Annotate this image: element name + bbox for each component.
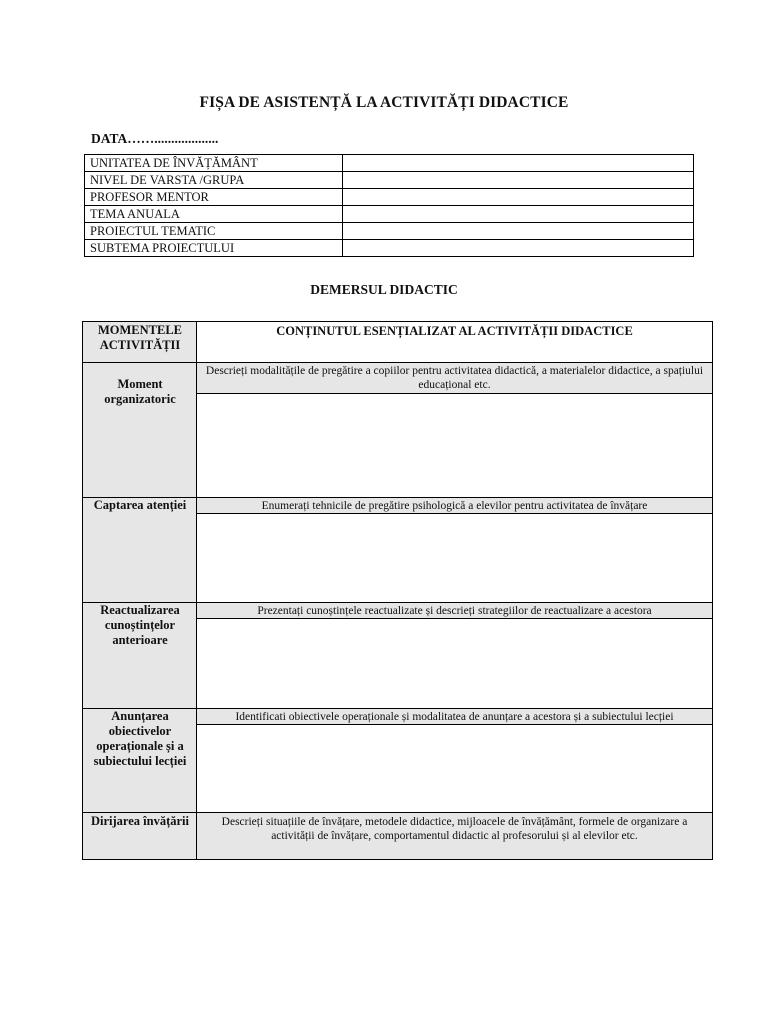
moment-label: Captarea atenției bbox=[93, 498, 187, 512]
row-prompt: Descrieți situațiile de învățare, metodele didactice, mijloacele de învățământ, formele de organizare a activității de învățare, comportamentul didactic al profesorului și al elevilor etc. bbox=[197, 813, 712, 859]
info-value[interactable] bbox=[343, 223, 694, 240]
info-value[interactable] bbox=[343, 240, 694, 257]
info-label: PROFESOR MENTOR bbox=[85, 189, 343, 206]
page-title: FIȘA DE ASISTENȚĂ LA ACTIVITĂȚI DIDACTICE bbox=[199, 94, 569, 111]
info-value[interactable] bbox=[343, 172, 694, 189]
info-label: TEMA ANUALA bbox=[85, 206, 343, 223]
info-label: UNITATEA DE ÎNVĂȚĂMÂNT bbox=[85, 155, 343, 172]
activity-table bbox=[82, 321, 713, 860]
info-label: SUBTEMA PROIECTULUI bbox=[85, 240, 343, 257]
col2-header: CONȚINUTUL ESENȚIALIZAT AL ACTIVITĂȚII DIDACTICE bbox=[276, 324, 633, 338]
info-row bbox=[85, 155, 694, 172]
info-table bbox=[84, 154, 694, 257]
info-label: NIVEL DE VARSTA /GRUPA bbox=[85, 172, 343, 189]
row-prompt: Descrieți modalitățile de pregătire a copiilor pentru activitatea didactică, a materialelor didactice, a spațiului educațional etc. bbox=[197, 363, 712, 394]
row-prompt: Enumerați tehnicile de pregătire psihologică a elevilor pentru activitatea de învățare bbox=[197, 498, 712, 514]
divider bbox=[197, 393, 712, 394]
divider bbox=[197, 724, 712, 725]
moment-label: Reactualizarea cunoștințelor anterioare bbox=[100, 603, 180, 647]
divider bbox=[197, 618, 712, 619]
info-label: PROIECTUL TEMATIC bbox=[85, 223, 343, 240]
info-row bbox=[85, 223, 694, 240]
moment-label: Moment organizatoric bbox=[104, 377, 176, 406]
info-row bbox=[85, 189, 694, 206]
divider bbox=[197, 513, 712, 514]
info-row bbox=[85, 206, 694, 223]
moment-label: Dirijarea învățării bbox=[90, 814, 189, 828]
info-row bbox=[85, 172, 694, 189]
moment-label: Anunțarea obiectivelor operaționale și a subiectului lecției bbox=[93, 709, 187, 768]
row-prompt: Prezentați cunoștințele reactualizate și descrieți strategiilor de reactualizare a acestora bbox=[197, 603, 712, 619]
section-title: DEMERSUL DIDACTIC bbox=[310, 282, 458, 297]
info-row bbox=[85, 240, 694, 257]
info-value[interactable] bbox=[343, 189, 694, 206]
info-value[interactable] bbox=[343, 155, 694, 172]
info-value[interactable] bbox=[343, 206, 694, 223]
col1-header: MOMENTELE ACTIVITĂȚII bbox=[97, 323, 183, 352]
row-prompt: Identificati obiectivele operaționale și modalitatea de anunțare a acestora și a subiectului lecției bbox=[197, 709, 712, 725]
date-label: DATA……................... bbox=[91, 131, 219, 146]
